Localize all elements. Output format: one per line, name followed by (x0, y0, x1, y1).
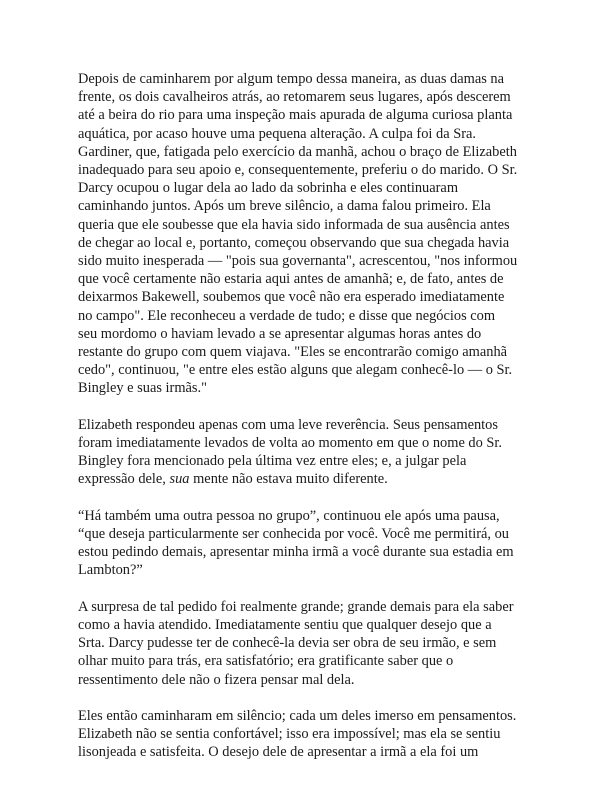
text-run: mente não estava muito diferente. (189, 471, 388, 488)
text-line: até a beira do rio para uma inspeção mais apurada de alguma curiosa planta (78, 107, 513, 124)
text-line: Srta. Darcy pudesse ter de conhecê-la devia ser obra de seu irmão, e sem (78, 635, 497, 652)
text-line: A surpresa de tal pedido foi realmente grande; grande demais para ela saber (78, 598, 514, 615)
text-line: Depois de caminharem por algum tempo dessa maneira, as duas damas na (78, 71, 504, 87)
text-line: foram imediatamente levados de volta ao momento em que o nome do Sr. (78, 435, 503, 452)
text-line: “que deseja particularmente ser conhecida por você. Você me permitirá, ou (78, 526, 510, 543)
text-line: seu mordomo o haviam levado a se apresentar algumas horas antes do (78, 325, 482, 342)
text-line: lisonjeada e satisfeita. O desejo dele de apresentar a irmã a ela foi um (78, 744, 479, 761)
text-line: cedo", continuou, "e entre eles estão alguns que alegam conhecê-lo — o Sr. (78, 362, 513, 379)
text-line: restante do grupo com quem viajava. "Eles se encontrarão comigo amanhã (78, 344, 508, 361)
text-line: no campo". Ele reconheceu a verdade de tudo; e disse que negócios com (78, 307, 496, 324)
text-line: olhar muito para trás, era satisfatório; era gratificante saber que o (78, 653, 454, 670)
paragraph-2 (78, 416, 538, 489)
paragraph-1 (78, 70, 538, 398)
paragraph-4 (78, 598, 538, 689)
emphasized-word: sua (169, 471, 190, 488)
text-line: caminhando juntos. Após um breve silêncio, a dama falou primeiro. Ela (78, 198, 491, 215)
text-line: Eles então caminharam em silêncio; cada um deles imerso em pensamentos. (78, 708, 517, 725)
text-line: Elizabeth respondeu apenas com uma leve reverência. Seus pensamentos (78, 416, 498, 433)
text-line: estou pedindo demais, apresentar minha irmã a você durante sua estadia em (78, 544, 514, 561)
text-line: inadequado para seu apoio e, consequentemente, preferiu o do marido. O Sr. (78, 162, 518, 179)
text-line: como a havia atendido. Imediatamente sentiu que qualquer desejo que a (78, 617, 492, 634)
text-line: sido muito inesperada — "pois sua governanta", acrescentou, "nos informou (78, 253, 518, 270)
text-line: ressentimento dele não o fizera pensar mal dela. (78, 671, 355, 688)
text-line: Gardiner, que, fatigada pelo exercício da manhã, achou o braço de Elizabeth (78, 143, 517, 160)
text-line: que você certamente não estaria aqui antes de amanhã; e, de fato, antes de (78, 271, 504, 288)
text-line: “Há também uma outra pessoa no grupo”, continuou ele após uma pausa, (78, 507, 500, 524)
text-line: Bingley fora mencionado pela última vez entre eles; e, a julgar pela (78, 453, 467, 470)
text-line (78, 470, 538, 488)
text-line: Darcy ocupou o lugar dela ao lado da sobrinha e eles continuaram (78, 180, 459, 197)
text-line: aquática, por acaso houve uma pequena alteração. A culpa foi da Sra. (78, 125, 476, 142)
text-line: Elizabeth não se sentia confortável; isso era impossível; mas ela se sentiu (78, 726, 501, 743)
text-line: queria que ele soubesse que ela havia sido informada de sua ausência antes (78, 216, 510, 233)
text-line: frente, os dois cavalheiros atrás, ao retomarem seus lugares, após descerem (78, 89, 511, 106)
text-line: deixarmos Bakewell, soubemos que você não era esperado imediatamente (78, 289, 505, 306)
paragraph-3 (78, 507, 538, 580)
text-line: de chegar ao local e, portanto, começou observando que sua chegada havia (78, 234, 510, 251)
text-line: Lambton?” (78, 562, 143, 579)
paragraph-5 (78, 707, 538, 762)
text-line: Bingley e suas irmãs." (78, 380, 207, 397)
text-run: expressão dele, (78, 471, 170, 488)
body-text (78, 70, 538, 780)
